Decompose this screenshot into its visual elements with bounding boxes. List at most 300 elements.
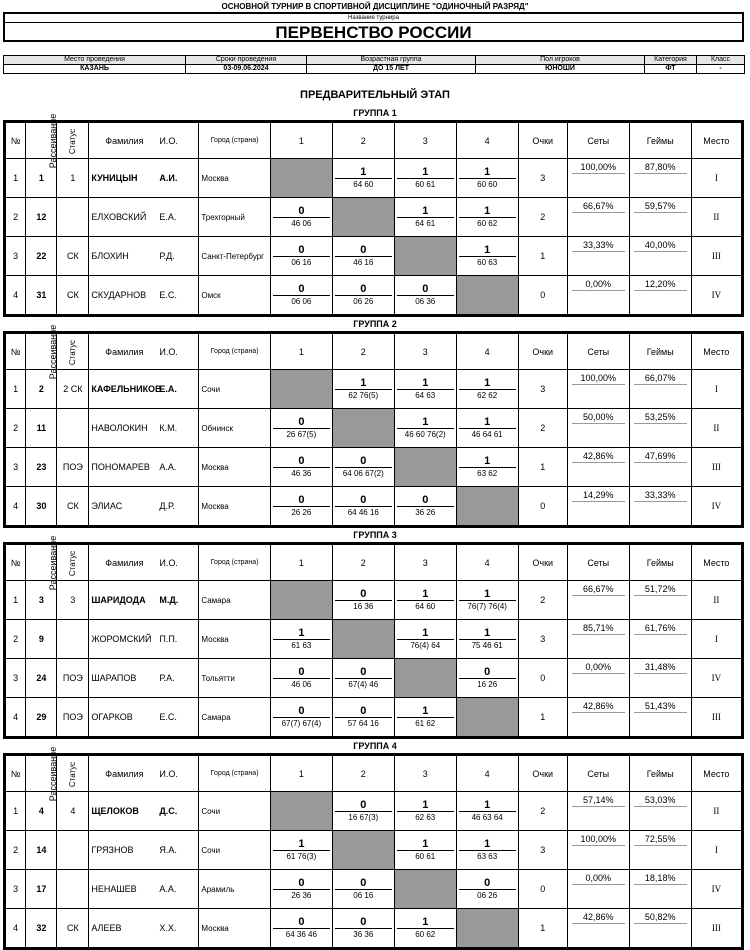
diagonal-cell xyxy=(456,698,518,738)
match-point: 0 xyxy=(298,916,305,928)
player-surname: КУНИЦЫН xyxy=(89,159,159,198)
match-point: 0 xyxy=(298,666,305,678)
sets-percent-text: 42,86% xyxy=(582,701,614,711)
class-value: - xyxy=(697,65,745,74)
sets-percent xyxy=(567,276,629,316)
match-score: 26 67(5) xyxy=(273,428,330,440)
seed-number: 29 xyxy=(26,698,57,738)
games-percent-text: 33,33% xyxy=(644,490,676,500)
match-point: 1 xyxy=(484,799,491,811)
seed-number: 22 xyxy=(26,237,57,276)
player-status: СК xyxy=(57,909,89,949)
match-point: 1 xyxy=(484,455,491,467)
sets-underline xyxy=(572,501,625,502)
sets-underline xyxy=(572,712,625,713)
seed-number: 31 xyxy=(26,276,57,316)
match-point: 0 xyxy=(298,494,305,506)
match-result xyxy=(394,620,456,659)
match-point: 1 xyxy=(422,205,429,217)
match-point: 1 xyxy=(484,838,491,850)
sets-percent-text: 57,14% xyxy=(582,795,614,805)
header-points: Очки xyxy=(518,544,567,581)
sets-underline xyxy=(572,384,625,385)
gender-caption: Пол игроков xyxy=(476,56,645,65)
player-city: Москва xyxy=(199,159,271,198)
match-score: 60 62 xyxy=(397,928,454,940)
match-point: 0 xyxy=(298,455,305,467)
match-result xyxy=(394,370,456,409)
player-city: Тольятти xyxy=(199,659,271,698)
match-score: 64 60 xyxy=(397,600,454,612)
sets-percent xyxy=(567,792,629,831)
match-result xyxy=(332,870,394,909)
header-col-2: 2 xyxy=(332,333,394,370)
points-value: 3 xyxy=(518,620,567,659)
match-result xyxy=(270,831,332,870)
stage-title: ПРЕДВАРИТЕЛЬНЫЙ ЭТАП xyxy=(300,89,450,101)
player-row xyxy=(5,831,743,870)
sets-percent-text: 85,71% xyxy=(582,623,614,633)
match-point: 1 xyxy=(298,838,305,850)
place-value: I xyxy=(691,620,742,659)
games-percent-text: 61,76% xyxy=(644,623,676,633)
games-percent xyxy=(629,276,691,316)
header-col-1: 1 xyxy=(270,755,332,792)
match-score: 62 76(5) xyxy=(335,389,392,401)
match-point: 0 xyxy=(298,205,305,217)
sets-percent-text: 50,00% xyxy=(582,412,614,422)
header-col-2: 2 xyxy=(332,755,394,792)
player-status: 1 xyxy=(57,159,89,198)
header-initials: И.О. xyxy=(159,755,199,792)
games-percent xyxy=(629,198,691,237)
match-point: 1 xyxy=(422,377,429,389)
sets-underline xyxy=(572,673,625,674)
match-result xyxy=(456,659,518,698)
place-value: I xyxy=(691,159,742,198)
match-point: 0 xyxy=(298,244,305,256)
match-point: 0 xyxy=(298,705,305,717)
header-city: Город (страна) xyxy=(199,122,271,159)
player-surname: ШАРАПОВ xyxy=(89,659,159,698)
player-surname: АЛЕЕВ xyxy=(89,909,159,949)
match-point: 0 xyxy=(360,877,367,889)
match-point: 1 xyxy=(484,588,491,600)
match-score: 06 26 xyxy=(335,295,392,307)
match-result xyxy=(270,448,332,487)
sets-underline xyxy=(572,884,625,885)
player-status: ПОЭ xyxy=(57,698,89,738)
games-percent xyxy=(629,831,691,870)
diagonal-cell xyxy=(332,409,394,448)
points-value: 2 xyxy=(518,792,567,831)
row-number: 4 xyxy=(5,698,26,738)
match-score: 60 61 xyxy=(397,178,454,190)
match-score: 60 62 xyxy=(459,217,516,229)
match-result xyxy=(456,448,518,487)
header-sets: Сеты xyxy=(567,333,629,370)
player-row xyxy=(5,370,743,409)
header-status xyxy=(57,755,89,792)
match-result xyxy=(394,159,456,198)
player-status: 2 СК xyxy=(57,370,89,409)
match-score: 62 62 xyxy=(459,389,516,401)
match-point: 1 xyxy=(484,627,491,639)
diagonal-cell xyxy=(332,198,394,237)
category-value: ФТ xyxy=(645,65,697,74)
match-point: 0 xyxy=(298,877,305,889)
player-initials: Е.С. xyxy=(159,276,199,316)
gender-value: ЮНОШИ xyxy=(476,65,645,74)
games-underline xyxy=(634,423,687,424)
diagonal-cell xyxy=(332,620,394,659)
points-value: 1 xyxy=(518,909,567,949)
match-result xyxy=(332,448,394,487)
player-initials: А.А. xyxy=(159,870,199,909)
player-row xyxy=(5,237,743,276)
match-result xyxy=(270,237,332,276)
match-point: 1 xyxy=(484,377,491,389)
header-games: Геймы xyxy=(629,544,691,581)
sets-underline xyxy=(572,462,625,463)
match-point: 0 xyxy=(360,666,367,678)
match-result xyxy=(270,276,332,316)
player-initials: М.Д. xyxy=(159,581,199,620)
match-result xyxy=(394,792,456,831)
match-point: 0 xyxy=(360,244,367,256)
match-point: 0 xyxy=(422,494,429,506)
header-surname: Фамилия xyxy=(89,544,159,581)
sets-percent xyxy=(567,409,629,448)
place-value: II xyxy=(691,792,742,831)
match-score: 67(7) 67(4) xyxy=(273,717,330,729)
match-score: 06 16 xyxy=(335,889,392,901)
match-score: 06 16 xyxy=(273,256,330,268)
seed-number: 17 xyxy=(26,870,57,909)
player-city: Санкт-Петербург xyxy=(199,237,271,276)
match-score: 61 62 xyxy=(397,717,454,729)
match-result xyxy=(270,659,332,698)
seed-number: 32 xyxy=(26,909,57,949)
sets-percent xyxy=(567,370,629,409)
match-result xyxy=(456,237,518,276)
place-value: II xyxy=(691,581,742,620)
match-point: 1 xyxy=(422,799,429,811)
points-value: 1 xyxy=(518,698,567,738)
games-underline xyxy=(634,384,687,385)
player-row xyxy=(5,487,743,527)
player-row xyxy=(5,659,743,698)
match-score: 61 76(3) xyxy=(273,850,330,862)
sets-percent-text: 0,00% xyxy=(585,279,612,289)
diagonal-cell xyxy=(456,276,518,316)
games-percent-text: 50,82% xyxy=(644,912,676,922)
games-underline xyxy=(634,251,687,252)
match-result xyxy=(394,276,456,316)
place-value: II xyxy=(691,409,742,448)
match-result xyxy=(394,909,456,949)
dates-value: 03-09.06.2024 xyxy=(186,65,307,74)
header-col-3: 3 xyxy=(394,333,456,370)
player-status xyxy=(57,409,89,448)
header-city: Город (страна) xyxy=(199,333,271,370)
header-num: № xyxy=(5,333,26,370)
diagonal-cell xyxy=(270,581,332,620)
header-status-label: Статус xyxy=(68,339,78,365)
sets-percent xyxy=(567,159,629,198)
match-score: 46 36 xyxy=(273,467,330,479)
seed-number: 9 xyxy=(26,620,57,659)
match-score: 46 06 xyxy=(273,678,330,690)
header-points: Очки xyxy=(518,122,567,159)
match-point: 0 xyxy=(422,283,429,295)
games-percent-text: 51,72% xyxy=(644,584,676,594)
seed-number: 12 xyxy=(26,198,57,237)
header-games: Геймы xyxy=(629,333,691,370)
match-result xyxy=(456,870,518,909)
player-row xyxy=(5,581,743,620)
header-sets: Сеты xyxy=(567,544,629,581)
games-percent-text: 66,07% xyxy=(644,373,676,383)
header-num: № xyxy=(5,544,26,581)
match-point: 1 xyxy=(422,588,429,600)
diagonal-cell xyxy=(456,487,518,527)
row-number: 3 xyxy=(5,237,26,276)
header-num: № xyxy=(5,122,26,159)
place-value: III xyxy=(691,237,742,276)
match-result xyxy=(332,159,394,198)
games-percent-text: 47,69% xyxy=(644,451,676,461)
sets-underline xyxy=(572,251,625,252)
sets-percent-text: 33,33% xyxy=(582,240,614,250)
class-caption: Класс xyxy=(697,56,745,65)
games-underline xyxy=(634,712,687,713)
player-surname: КАФЕЛЬНИКОВ xyxy=(89,370,159,409)
header-games: Геймы xyxy=(629,755,691,792)
sets-underline xyxy=(572,173,625,174)
row-number: 2 xyxy=(5,620,26,659)
match-point: 0 xyxy=(360,799,367,811)
diagonal-cell xyxy=(270,159,332,198)
seed-number: 23 xyxy=(26,448,57,487)
match-score: 46 16 xyxy=(335,256,392,268)
match-score: 67(4) 46 xyxy=(335,678,392,690)
sets-percent-text: 100,00% xyxy=(580,834,617,844)
place-value: III xyxy=(691,698,742,738)
place-value: I xyxy=(691,831,742,870)
games-underline xyxy=(634,595,687,596)
sets-underline xyxy=(572,806,625,807)
match-point: 1 xyxy=(360,377,367,389)
venue-caption: Место проведения xyxy=(4,56,186,65)
header-sets: Сеты xyxy=(567,755,629,792)
row-number: 4 xyxy=(5,487,26,527)
diagonal-cell xyxy=(270,370,332,409)
player-city: Сочи xyxy=(199,831,271,870)
match-score: 60 61 xyxy=(397,850,454,862)
match-score: 46 60 76(2) xyxy=(397,428,454,440)
player-initials: Р.Д. xyxy=(159,237,199,276)
seed-number: 2 xyxy=(26,370,57,409)
player-city: Сочи xyxy=(199,370,271,409)
player-surname: БЛОХИН xyxy=(89,237,159,276)
player-city: Москва xyxy=(199,909,271,949)
header-col-3: 3 xyxy=(394,544,456,581)
games-underline xyxy=(634,212,687,213)
sets-percent xyxy=(567,870,629,909)
match-point: 0 xyxy=(360,455,367,467)
match-score: 60 63 xyxy=(459,256,516,268)
place-value: IV xyxy=(691,487,742,527)
header-col-1: 1 xyxy=(270,122,332,159)
match-point: 1 xyxy=(422,166,429,178)
match-result xyxy=(332,237,394,276)
games-percent xyxy=(629,792,691,831)
points-value: 0 xyxy=(518,870,567,909)
points-value: 1 xyxy=(518,237,567,276)
match-result xyxy=(332,792,394,831)
player-initials: А.А. xyxy=(159,448,199,487)
match-score: 26 36 xyxy=(273,889,330,901)
diagonal-cell xyxy=(394,448,456,487)
games-percent-text: 12,20% xyxy=(644,279,676,289)
player-city: Москва xyxy=(199,448,271,487)
player-city: Москва xyxy=(199,620,271,659)
match-result xyxy=(394,831,456,870)
match-point: 1 xyxy=(422,416,429,428)
match-score: 46 64 61 xyxy=(459,428,516,440)
header-points: Очки xyxy=(518,755,567,792)
points-value: 2 xyxy=(518,581,567,620)
sets-percent-text: 0,00% xyxy=(585,662,612,672)
header-place: Место xyxy=(691,122,742,159)
header-col-4: 4 xyxy=(456,333,518,370)
row-number: 3 xyxy=(5,870,26,909)
diagonal-cell xyxy=(394,659,456,698)
sets-percent xyxy=(567,487,629,527)
header-seed xyxy=(26,746,59,801)
games-underline xyxy=(634,290,687,291)
player-city: Самара xyxy=(199,698,271,738)
player-status: ПОЭ xyxy=(57,448,89,487)
row-number: 1 xyxy=(5,581,26,620)
tournament-name-box xyxy=(3,12,744,42)
seed-number: 11 xyxy=(26,409,57,448)
player-row xyxy=(5,448,743,487)
player-status: 4 xyxy=(57,792,89,831)
sets-percent-text: 42,86% xyxy=(582,451,614,461)
player-city: Омск xyxy=(199,276,271,316)
venue-value: КАЗАНЬ xyxy=(4,65,186,74)
match-score: 75 46 61 xyxy=(459,639,516,651)
header-col-2: 2 xyxy=(332,544,394,581)
sets-percent-text: 66,67% xyxy=(582,201,614,211)
player-status xyxy=(57,831,89,870)
games-percent xyxy=(629,409,691,448)
header-col-3: 3 xyxy=(394,122,456,159)
match-score: 26 26 xyxy=(273,506,330,518)
header-initials: И.О. xyxy=(159,544,199,581)
match-result xyxy=(456,198,518,237)
header-initials: И.О. xyxy=(159,333,199,370)
header-col-2: 2 xyxy=(332,122,394,159)
group-title: ГРУППА 2 xyxy=(353,319,397,329)
match-point: 0 xyxy=(484,666,491,678)
row-number: 4 xyxy=(5,909,26,949)
points-value: 3 xyxy=(518,831,567,870)
match-point: 1 xyxy=(422,838,429,850)
dates-caption: Сроки проведения xyxy=(186,56,307,65)
match-result xyxy=(332,659,394,698)
games-percent-text: 87,80% xyxy=(644,162,676,172)
points-value: 2 xyxy=(518,409,567,448)
games-percent-text: 31,48% xyxy=(644,662,676,672)
points-value: 1 xyxy=(518,448,567,487)
games-underline xyxy=(634,673,687,674)
player-surname: ШАРИДОДА xyxy=(89,581,159,620)
player-surname: ЖОРОМСКИЙ xyxy=(89,620,159,659)
games-percent-text: 53,03% xyxy=(644,795,676,805)
player-surname: ГРЯЗНОВ xyxy=(89,831,159,870)
header-status-label: Статус xyxy=(68,128,78,154)
games-underline xyxy=(634,923,687,924)
header-seed-label: Рассеивание xyxy=(48,535,59,590)
player-row xyxy=(5,198,743,237)
header-games: Геймы xyxy=(629,122,691,159)
player-city: Самара xyxy=(199,581,271,620)
sets-percent xyxy=(567,698,629,738)
player-row xyxy=(5,620,743,659)
seed-number: 24 xyxy=(26,659,57,698)
sets-underline xyxy=(572,290,625,291)
match-point: 0 xyxy=(298,416,305,428)
match-score: 64 06 67(2) xyxy=(335,467,392,479)
points-value: 3 xyxy=(518,159,567,198)
header-city: Город (страна) xyxy=(199,755,271,792)
match-result xyxy=(456,581,518,620)
match-score: 46 06 xyxy=(273,217,330,229)
player-status xyxy=(57,870,89,909)
sets-percent-text: 42,86% xyxy=(582,912,614,922)
player-initials: Д.С. xyxy=(159,792,199,831)
sets-percent-text: 14,29% xyxy=(582,490,614,500)
player-surname: СКУДАРНОВ xyxy=(89,276,159,316)
match-point: 1 xyxy=(422,705,429,717)
match-result xyxy=(270,409,332,448)
sets-percent xyxy=(567,198,629,237)
points-value: 0 xyxy=(518,276,567,316)
player-row xyxy=(5,409,743,448)
games-percent-text: 72,55% xyxy=(644,834,676,844)
player-surname: ПОНОМАРЕВ xyxy=(89,448,159,487)
games-percent xyxy=(629,487,691,527)
match-result xyxy=(270,698,332,738)
games-percent xyxy=(629,870,691,909)
header-status xyxy=(57,122,89,159)
points-value: 2 xyxy=(518,198,567,237)
sets-percent xyxy=(567,659,629,698)
player-surname: ОГАРКОВ xyxy=(89,698,159,738)
header-city: Город (страна) xyxy=(199,544,271,581)
sets-percent-text: 66,67% xyxy=(582,584,614,594)
row-number: 4 xyxy=(5,276,26,316)
sets-underline xyxy=(572,595,625,596)
match-result xyxy=(394,198,456,237)
sets-percent xyxy=(567,581,629,620)
match-score: 57 64 16 xyxy=(335,717,392,729)
player-status: СК xyxy=(57,487,89,527)
diagonal-cell xyxy=(270,792,332,831)
